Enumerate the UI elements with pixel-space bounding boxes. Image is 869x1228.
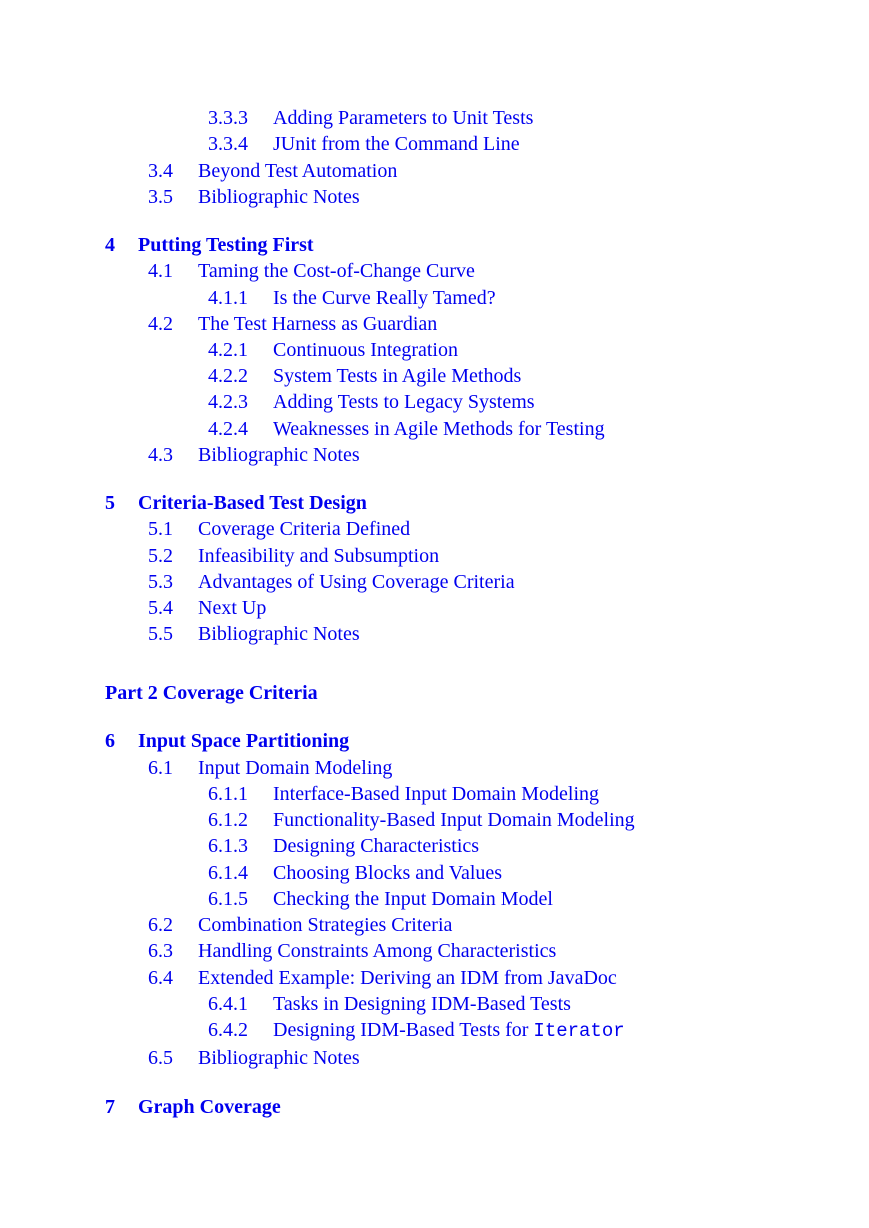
toc-entry-number: 6.4	[148, 967, 173, 989]
toc-entry-number: 6.1.1	[208, 783, 248, 805]
toc-entry-number: 5.4	[148, 597, 173, 619]
toc-entry-title	[273, 887, 553, 911]
toc-entry-title	[198, 596, 266, 620]
toc-entry-number: 4.2	[148, 313, 173, 335]
toc-entry-title-text: Part 2 Coverage Criteria	[105, 682, 318, 704]
toc-entry-title-text: Functionality-Based Input Domain Modeling	[273, 809, 635, 831]
toc-entry-title-text: Bibliographic Notes	[198, 186, 360, 208]
toc-entry-number: 6.4.1	[208, 993, 248, 1015]
toc-entry-title-text: Designing Characteristics	[273, 835, 480, 857]
toc-entry-title	[273, 834, 479, 858]
toc-entry-number: 4.2.3	[208, 391, 248, 413]
toc-entry-title	[138, 491, 367, 515]
toc-entry-title-text: Designing IDM-Based Tests for	[273, 1019, 534, 1041]
toc-entry-title	[198, 259, 475, 283]
toc-entry-number: 6.4.2	[208, 1019, 248, 1041]
toc-entry-number: 3.5	[148, 186, 173, 208]
toc-entry-title	[198, 517, 410, 541]
toc-entry-number: 3.4	[148, 160, 173, 182]
toc-entry-title-text: Adding Parameters to Unit Tests	[273, 107, 534, 129]
toc-entry-number: 5.1	[148, 518, 173, 540]
toc-entry-title	[273, 782, 599, 806]
toc-entry-title	[105, 681, 318, 705]
toc-entry-number: 4	[105, 234, 115, 256]
toc-entry-title-text: Input Space Partitioning	[138, 730, 350, 752]
toc-entry-number: 5.3	[148, 571, 173, 593]
toc-entry-number: 6.5	[148, 1047, 173, 1069]
toc-entry-title-text: Bibliographic Notes	[198, 1047, 360, 1069]
toc-entry-title	[198, 756, 392, 780]
toc-entry-title	[273, 132, 520, 156]
toc-entry-title-text: Is the Curve Really Tamed?	[273, 287, 496, 309]
toc-entry-title	[273, 390, 535, 414]
toc-entry-title	[198, 939, 556, 963]
toc-entry-title-text: Graph Coverage	[138, 1096, 281, 1118]
toc-entry-title-text: Advantages of Using Coverage Criteria	[198, 571, 515, 593]
toc-entry-number: 6.1.2	[208, 809, 248, 831]
toc-entry-title-text: Bibliographic Notes	[198, 623, 360, 645]
toc-entry-number: 6.1	[148, 757, 173, 779]
toc-entry-number: 6	[105, 730, 115, 752]
toc-entry-title	[198, 443, 360, 467]
toc-entry-title-text: Extended Example: Deriving an IDM from JavaDoc	[198, 967, 617, 989]
toc-entry-title	[273, 808, 635, 832]
toc-entry-title-text: Input Domain Modeling	[198, 757, 393, 779]
toc-entry-title	[198, 544, 439, 568]
toc-entry-title	[273, 106, 533, 130]
toc-entry-number: 4.2.2	[208, 365, 248, 387]
toc-entry-number: 4.2.4	[208, 418, 248, 440]
toc-entry-number: 6.1.5	[208, 888, 248, 910]
toc-entry-number: 4.1	[148, 260, 173, 282]
toc-entry-title-text: Next Up	[198, 597, 267, 619]
toc-entry-number: 6.1.4	[208, 862, 248, 884]
toc-entry-title-text: Continuous Integration	[273, 339, 458, 361]
toc-entry-number: 4.2.1	[208, 339, 248, 361]
toc-entry-title-text: Putting Testing First	[138, 234, 314, 256]
toc-entry-title-text: Interface-Based Input Domain Modeling	[273, 783, 600, 805]
toc-entry-title-text: Tasks in Designing IDM-Based Tests	[273, 993, 571, 1015]
toc-entry-number: 3.3.3	[208, 107, 248, 129]
toc-entry-title-text: Taming the Cost-of-Change Curve	[198, 260, 475, 282]
toc-entry-title	[198, 913, 452, 937]
toc-entry-number: 4.1.1	[208, 287, 248, 309]
toc-entry-title-text: Weaknesses in Agile Methods for Testing	[273, 418, 605, 440]
toc-entry-number: 3.3.4	[208, 133, 248, 155]
toc-entry-title	[198, 622, 360, 646]
toc-entry-number: 6.1.3	[208, 835, 248, 857]
toc-entry-number: 5.5	[148, 623, 173, 645]
toc-entry-number: 7	[105, 1096, 115, 1118]
toc-entry-title	[138, 233, 314, 257]
toc-entry-title	[198, 312, 437, 336]
toc-entry-title-text: Bibliographic Notes	[198, 444, 360, 466]
toc-entry-number: 6.3	[148, 940, 173, 962]
toc-entry-title-text: JUnit from the Command Line	[273, 133, 520, 155]
toc-entry-title	[273, 861, 502, 885]
toc-entry-title-text: Coverage Criteria Defined	[198, 518, 411, 540]
toc-entry-title	[273, 992, 571, 1016]
toc-entry-title	[198, 1046, 360, 1070]
toc-entry-title	[198, 159, 397, 183]
toc-entry-title-text: Beyond Test Automation	[198, 160, 398, 182]
toc-entry-title-text: Adding Tests to Legacy Systems	[273, 391, 535, 413]
toc-entry-title	[138, 1095, 281, 1119]
toc-entry-title-text: The Test Harness as Guardian	[198, 313, 438, 335]
toc-entry-title	[273, 364, 521, 388]
toc-entry-title-text: System Tests in Agile Methods	[273, 365, 522, 387]
toc-entry-number: 4.3	[148, 444, 173, 466]
toc-entry-code: Iterator	[533, 1020, 625, 1042]
toc-entry-title-text: Checking the Input Domain Model	[273, 888, 553, 910]
toc-entry-title	[198, 185, 360, 209]
toc-entry-number: 5	[105, 492, 115, 514]
toc-entry-title-text: Choosing Blocks and Values	[273, 862, 503, 884]
toc-entry-title-text: Handling Constraints Among Characteristics	[198, 940, 557, 962]
toc-entry-title	[273, 338, 458, 362]
toc-entry-number: 6.2	[148, 914, 173, 936]
toc-entry-title	[198, 570, 515, 594]
toc-entry-title	[198, 966, 617, 990]
toc-entry-title	[273, 417, 605, 441]
toc-entry-number: 5.2	[148, 545, 173, 567]
toc-entry-title-text: Criteria-Based Test Design	[138, 492, 367, 514]
toc-entry-title	[273, 1018, 625, 1043]
toc-entry-title	[273, 286, 496, 310]
toc-entry-title-text: Combination Strategies Criteria	[198, 914, 453, 936]
toc-entry-title	[138, 729, 349, 753]
toc-entry-title-text: Infeasibility and Subsumption	[198, 545, 440, 567]
